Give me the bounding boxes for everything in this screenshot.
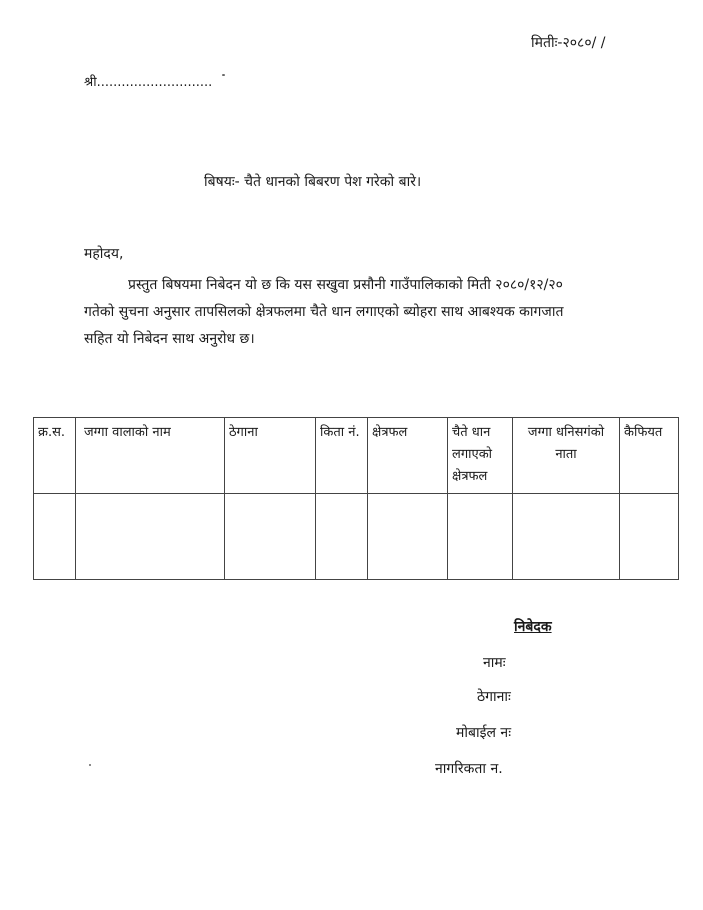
column-header-chaite-rice-area: चैते धान लगाएको क्षेत्रफल <box>448 418 513 494</box>
table-cell <box>225 494 316 580</box>
column-header-relation-to-owner: जग्गा धनिसगंको नाता <box>513 418 620 494</box>
body-line-3: सहित यो निबेदन साथ अनुरोध छ। <box>84 331 255 347</box>
addressee-line: श्री............................ <box>84 75 213 90</box>
column-header-owner-name: जग्गा वालाको नाम <box>76 418 225 494</box>
table-cell <box>76 494 225 580</box>
table-header-row <box>34 418 679 494</box>
table-cell <box>316 494 368 580</box>
column-header-plot-number: किता नं. <box>316 418 368 494</box>
applicant-heading: निबेदक <box>514 619 552 635</box>
applicant-mobile-label: मोबाईल नः <box>456 725 512 741</box>
column-header-area: क्षेत्रफल <box>368 418 448 494</box>
applicant-address-label: ठेगानाः <box>477 689 511 705</box>
subject-line: बिषयः- चैते धानको बिबरण पेश गरेको बारे। <box>204 174 422 190</box>
scan-speck <box>222 74 225 76</box>
salutation: महोदय, <box>84 246 124 262</box>
body-line-1: प्रस्तुत बिषयमा निबेदन यो छ कि यस सखुवा प्रसौनी गाउँपालिकाको मिती २०८०/१२/२० <box>128 277 563 293</box>
applicant-name-label: नामः <box>483 655 506 671</box>
column-header-remarks: कैफियत <box>620 418 679 494</box>
body-line-2: गतेको सुचना अनुसार तापसिलको क्षेत्रफलमा चैते धान लगाएको ब्योहरा साथ आबश्यक कागजात <box>84 304 564 320</box>
table-cell <box>368 494 448 580</box>
scan-speck <box>89 764 91 766</box>
table-cell <box>34 494 76 580</box>
table-cell <box>620 494 679 580</box>
column-header-serial: क्र.स. <box>34 418 76 494</box>
body-paragraph <box>84 272 676 353</box>
column-header-address: ठेगाना <box>225 418 316 494</box>
applicant-citizenship-label: नागरिकता न. <box>435 761 503 777</box>
table-cell <box>513 494 620 580</box>
table-row <box>34 494 679 580</box>
table-cell <box>448 494 513 580</box>
date-line: मितीः-२०८०/ / <box>531 35 606 51</box>
records-table <box>33 417 679 580</box>
